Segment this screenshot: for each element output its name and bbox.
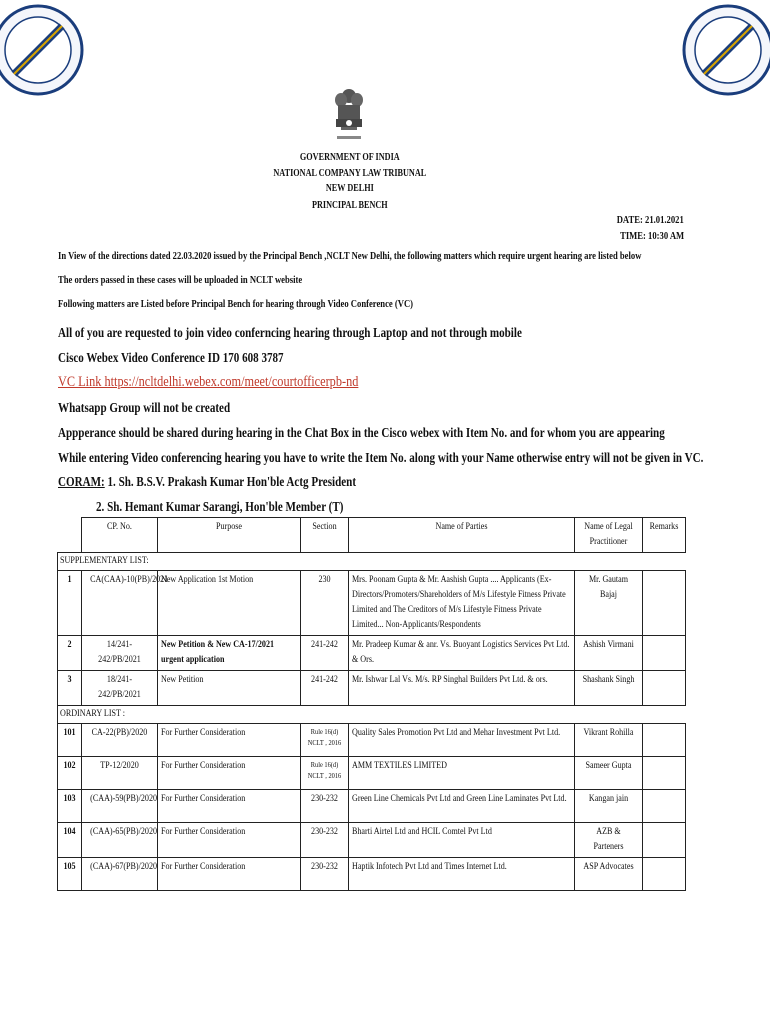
coram-member-1: 1. Sh. B.S.V. Prakash Kumar Hon'ble Actg President [107, 474, 357, 489]
purpose-cell [158, 571, 301, 636]
cp-no-cell [82, 858, 158, 891]
remarks-cell [643, 724, 686, 757]
parties: Mr. Ishwar Lal Vs. M/s. RP Singhal Builders Pvt Ltd. & ors. [352, 675, 548, 685]
notice-line: While entering Video conferencing hearing you have to write the Item No. along with your Name otherwise entry will not be given in VC. [58, 450, 704, 465]
pdf-xchange-stamp-right[interactable] [682, 4, 770, 96]
practitioner: Shashank Singh [582, 675, 635, 685]
cp-no: CA-22(PB)/2020 [91, 728, 148, 738]
cp-no-cell [82, 571, 169, 636]
parties: Haptik Infotech Pvt Ltd and Times Internet Ltd. [352, 862, 507, 872]
col-section: Section [301, 518, 349, 553]
practitioner-cell [575, 571, 643, 636]
cp-no: (CAA)-59(PB)/2020 [90, 794, 158, 804]
cp-no-cell [82, 823, 158, 858]
parties: AMM TEXTILES LIMITED [352, 761, 447, 771]
item-no: 3 [67, 675, 72, 685]
supplementary-list-label: SUPPLEMENTARY LIST: [58, 553, 686, 571]
header-line-2: NATIONAL COMPANY LAW TRIBUNAL [273, 168, 427, 179]
parties-cell [349, 636, 575, 671]
item-no-cell [58, 823, 82, 858]
webex-id: Cisco Webex Video Conference ID 170 608 3787 [58, 350, 284, 365]
notice-line: Appperance should be shared during hearing in the Chat Box in the Cisco webex with Item No. and for whom you are appearing [58, 425, 665, 440]
remarks-cell [643, 823, 686, 858]
stamp-logo-icon [0, 4, 84, 96]
purpose: For Further Consideration [161, 761, 246, 771]
item-no-cell [58, 790, 82, 823]
practitioner-cell [575, 671, 643, 706]
cp-no: (CAA)-67(PB)/2020 [90, 862, 158, 872]
purpose-cell [158, 858, 301, 891]
remarks-cell [643, 790, 686, 823]
section: 241-242 [311, 640, 338, 650]
cp-no-cell [82, 636, 158, 671]
purpose: New Application 1st Motion [161, 575, 254, 585]
col-cp-no: CP. No. [82, 518, 158, 553]
section: 241-242 [311, 675, 338, 685]
section-cell [301, 858, 349, 891]
item-no: 105 [63, 862, 76, 872]
practitioner: Vikrant Rohilla [583, 728, 634, 738]
notice-line: Whatsapp Group will not be created [58, 400, 231, 415]
practitioner: Sameer Gupta [585, 761, 632, 771]
parties-cell [349, 571, 575, 636]
purpose: For Further Consideration [161, 728, 246, 738]
purpose: New Petition & New CA-17/2021 urgent application [161, 640, 275, 665]
parties-cell [349, 823, 575, 858]
section-cell [301, 636, 349, 671]
item-no: 104 [63, 827, 76, 837]
parties: Bharti Airtel Ltd and HCIL Comtel Pvt Ltd [352, 827, 492, 837]
table-row [58, 757, 686, 790]
cp-no: CA(CAA)-10(PB)/2021 [90, 575, 169, 585]
parties-cell [349, 858, 575, 891]
pdf-xchange-stamp-left[interactable] [0, 4, 84, 96]
practitioner: AZB & Parteners [593, 827, 624, 852]
section: Rule 16(d) NCLT , 2016 [307, 760, 342, 780]
remarks-cell [643, 757, 686, 790]
remarks-cell [643, 858, 686, 891]
section-cell [301, 757, 349, 790]
section-cell [301, 571, 349, 636]
remarks-cell [643, 571, 686, 636]
national-emblem-icon [329, 86, 369, 144]
section-cell [301, 790, 349, 823]
section-cell [301, 823, 349, 858]
section: 230-232 [311, 827, 338, 837]
notice-line: The orders passed in these cases will be uploaded in NCLT website [58, 275, 303, 286]
parties: Quality Sales Promotion Pvt Ltd and Mehar Investment Pvt Ltd. [352, 728, 561, 738]
practitioner-cell [575, 858, 643, 891]
practitioner-cell [575, 790, 643, 823]
item-no-cell [58, 858, 82, 891]
notice-line: Following matters are Listed before Principal Bench for hearing through Video Conference (VC) [58, 299, 414, 310]
parties-cell [349, 724, 575, 757]
cp-no: (CAA)-65(PB)/2020 [90, 827, 158, 837]
section: Rule 16(d) NCLT , 2016 [307, 727, 342, 747]
cp-no-cell [82, 790, 158, 823]
practitioner-cell [575, 724, 643, 757]
practitioner-cell [575, 757, 643, 790]
notice-line: In View of the directions dated 22.03.2020 issued by the Principal Bench ,NCLT New Delhi, the following matters which require urgent hearing are listed below [58, 251, 642, 262]
cause-list-table [57, 517, 686, 891]
cp-no: TP-12/2020 [100, 761, 139, 771]
parties: Mr. Pradeep Kumar & anr. Vs. Buoyant Logistics Services Pvt Ltd. & Ors. [352, 640, 570, 665]
table-row [58, 671, 686, 706]
item-no-cell [58, 757, 82, 790]
header-line-4: PRINCIPAL BENCH [311, 200, 388, 211]
purpose: For Further Consideration [161, 862, 246, 872]
item-no-cell [58, 571, 82, 636]
vc-link[interactable]: VC Link https://ncltdelhi.webex.com/meet/courtofficerpb-nd [58, 374, 359, 390]
hearing-date: DATE: 21.01.2021 [616, 215, 684, 226]
table-row [58, 571, 686, 636]
cp-no: 18/241-242/PB/2021 [98, 675, 141, 700]
table-header-row [58, 518, 686, 553]
section: 230-232 [311, 794, 338, 804]
practitioner: Ashish Virmani [583, 640, 634, 650]
hearing-time: TIME: 10:30 AM [619, 231, 684, 242]
table-row [58, 858, 686, 891]
item-no-cell [58, 636, 82, 671]
section: 230-232 [311, 862, 338, 872]
cp-no-cell [82, 671, 158, 706]
col-remarks: Remarks [643, 518, 686, 553]
section-cell [301, 724, 349, 757]
item-no: 2 [67, 640, 72, 650]
section-cell [301, 671, 349, 706]
header-line-3: NEW DELHI [325, 183, 374, 194]
purpose-cell [158, 636, 301, 671]
purpose: New Petition [161, 675, 204, 685]
item-no: 101 [63, 728, 76, 738]
remarks-cell [643, 671, 686, 706]
purpose-cell [158, 757, 301, 790]
practitioner-cell [575, 636, 643, 671]
coram-line [58, 474, 356, 490]
coram-label: CORAM: [58, 474, 105, 489]
table-row [58, 823, 686, 858]
item-no-cell [58, 671, 82, 706]
parties-cell [349, 757, 575, 790]
item-no: 1 [67, 575, 72, 585]
practitioner: ASP Advocates [583, 862, 634, 872]
practitioner: Kangan jain [588, 794, 629, 804]
notice-line: All of you are requested to join video conferncing hearing through Laptop and not through mobile [58, 325, 522, 340]
stamp-logo-icon [682, 4, 770, 96]
parties: Mrs. Poonam Gupta & Mr. Aashish Gupta .... Applicants (Ex-Directors/Promoters/Shareholders of M/s Lifestyle Fitness Private Limited and The Creditors of M/s Lifestyle Fitness Private Limited... Non-Applicants/Respondents [352, 575, 566, 630]
purpose-cell [158, 671, 301, 706]
item-no: 103 [63, 794, 76, 804]
item-no: 102 [63, 761, 76, 771]
item-no-cell [58, 724, 82, 757]
purpose: For Further Consideration [161, 794, 246, 804]
col-purpose: Purpose [158, 518, 301, 553]
header-line-1: GOVERNMENT OF INDIA [299, 152, 400, 163]
purpose-cell [158, 724, 301, 757]
section: 230 [318, 575, 331, 585]
col-parties: Name of Parties [349, 518, 575, 553]
purpose: For Further Consideration [161, 827, 246, 837]
table-row [58, 636, 686, 671]
ordinary-list-label: ORDINARY LIST : [58, 706, 686, 724]
purpose-cell [158, 823, 301, 858]
col-practitioner: Name of Legal Practitioner [575, 518, 643, 553]
practitioner-cell [575, 823, 643, 858]
cp-no: 14/241-242/PB/2021 [98, 640, 141, 665]
cp-no-cell [82, 724, 158, 757]
cp-no-cell [82, 757, 158, 790]
purpose-cell [158, 790, 301, 823]
table-row [58, 724, 686, 757]
coram-member-2: 2. Sh. Hemant Kumar Sarangi, Hon'ble Member (T) [96, 499, 344, 514]
parties: Green Line Chemicals Pvt Ltd and Green Line Laminates Pvt Ltd. [352, 794, 567, 804]
parties-cell [349, 790, 575, 823]
parties-cell [349, 671, 575, 706]
practitioner: Mr. Gautam Bajaj [588, 575, 629, 600]
remarks-cell [643, 636, 686, 671]
table-row [58, 790, 686, 823]
